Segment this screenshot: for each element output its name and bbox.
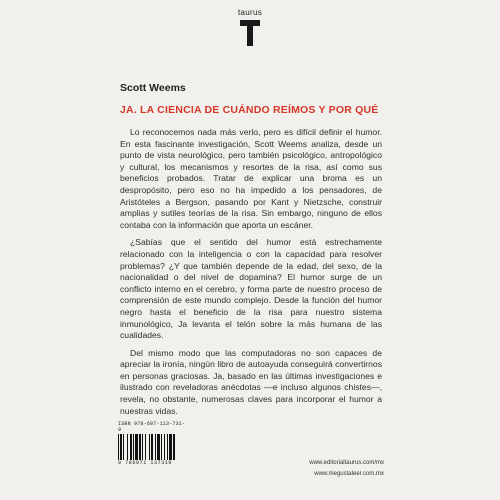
publisher-logo <box>222 8 278 47</box>
publisher-name: taurus <box>237 8 263 17</box>
synopsis <box>120 127 382 423</box>
url-link: www.editorialtaurus.com/mx <box>309 460 384 466</box>
isbn-label: ISBN 978-607-113-731-9 <box>118 421 186 433</box>
author-name: Scott Weems <box>120 82 186 94</box>
barcode-digits: 9 786071 137319 <box>118 460 173 466</box>
book-title: JA. LA CIENCIA DE CUÁNDO REÍMOS Y POR QUÉ <box>120 104 379 116</box>
taurus-t-logo-icon <box>239 19 261 47</box>
synopsis-paragraph: Lo reconocemos nada más verlo, pero es difícil definir el humor. En esta fascinante investigación, Scott Weems analiza, desde un punto de vista neurológico, pero también psicológico, antropológico y cultural, los mecanismos y resortes de la risa, así como sus beneficios probados. Tratar de explicar una broma es un despropósito, pero eso no ha impedido a los pensadores, de Aristóteles a Bergson, pasando por Kant y Nietzsche, construir amplias y sutiles teorías de la risa. Sin embargo, ninguno de ellos contaba con la información que aporta un escáner. <box>120 127 382 230</box>
barcode-icon <box>118 434 186 460</box>
url-link: www.megustaleer.com.mx <box>314 471 384 477</box>
synopsis-paragraph: Del mismo modo que las computadoras no son capaces de apreciar la ironía, ningún libro de autoayuda conseguirá convertirnos en personas graciosas. Ja, basado en las últimas investigaciones e ilustrado con reveladoras anécdotas —e incluso algunos chistes—, revela, no obstante, numerosas claves para incorporar el humor a nuestras vidas. <box>120 347 382 416</box>
isbn-barcode <box>118 421 188 466</box>
synopsis-paragraph: ¿Sabías que el sentido del humor está estrechamente relacionado con la inteligencia o con la capacidad para resolver problemas? ¿Y que también depende de la edad, del sexo, de la nacionalidad o del nivel de dopamina? El humor surge de un conflicto interno en el cerebro, y forma parte de nuestro proceso de comprensión de este mundo complejo. Desde la función del humor negro hasta el beneficio de la risa para nuestro sistema inmunológico, Ja levanta el telón sobre la más humana de las cualidades. <box>120 237 382 341</box>
website-links <box>309 458 384 480</box>
